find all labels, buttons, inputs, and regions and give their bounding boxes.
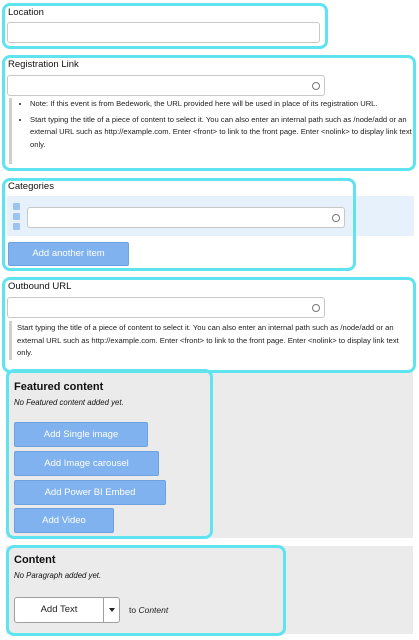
to-target: Content bbox=[138, 605, 169, 615]
outbound-url-label: Outbound URL bbox=[8, 281, 72, 292]
outbound-url-description: Start typing the title of a piece of content to select it. You can also enter an internal path such as /node/add or an external URL such as http://example.com. Enter <front> to link to the front page. Enter <nolink> to display link text only. bbox=[9, 321, 413, 360]
add-another-item-button[interactable]: Add another item bbox=[8, 242, 129, 266]
featured-content-title: Featured content bbox=[14, 381, 104, 393]
featured-content-empty-note: No Featured content added yet. bbox=[14, 398, 124, 407]
drag-handle-icon[interactable] bbox=[13, 213, 20, 220]
add-text-dropdown-toggle[interactable] bbox=[103, 598, 119, 622]
categories-input[interactable] bbox=[27, 207, 345, 228]
autocomplete-throbber-icon bbox=[312, 304, 320, 312]
registration-help: • Start typing the title of a piece of content to select it. You can also enter an internal path such as /node/add or an external URL such as http://example.com. Enter <front> to link to the front page. Enter <nolink> to display link text only. bbox=[30, 114, 413, 152]
add-single-image-button[interactable]: Add Single image bbox=[14, 422, 148, 447]
registration-link-input[interactable] bbox=[7, 75, 325, 96]
registration-link-label: Registration Link bbox=[8, 59, 79, 70]
registration-note: • Note: If this event is from Bedework, the URL provided here will be used in place of its registration URL. bbox=[30, 98, 413, 111]
add-video-button[interactable]: Add Video bbox=[14, 508, 114, 533]
location-input[interactable] bbox=[7, 22, 320, 43]
to-label: to bbox=[129, 605, 137, 615]
add-power-bi-embed-button[interactable]: Add Power BI Embed bbox=[14, 480, 166, 505]
location-label: Location bbox=[8, 7, 44, 18]
drag-handle-icon[interactable] bbox=[13, 203, 20, 210]
caret-down-icon bbox=[109, 608, 115, 612]
add-image-carousel-button[interactable]: Add Image carousel bbox=[14, 451, 159, 476]
autocomplete-throbber-icon bbox=[312, 82, 320, 90]
registration-link-description bbox=[9, 98, 413, 164]
autocomplete-throbber-icon bbox=[332, 214, 340, 222]
content-title: Content bbox=[14, 554, 56, 566]
outbound-url-input[interactable] bbox=[7, 297, 325, 318]
drag-handle-icon[interactable] bbox=[13, 223, 20, 230]
add-text-split-button bbox=[14, 597, 120, 623]
categories-label: Categories bbox=[8, 181, 54, 192]
add-text-button[interactable]: Add Text bbox=[40, 604, 78, 615]
to-content-label bbox=[129, 605, 168, 615]
content-empty-note: No Paragraph added yet. bbox=[14, 571, 102, 580]
